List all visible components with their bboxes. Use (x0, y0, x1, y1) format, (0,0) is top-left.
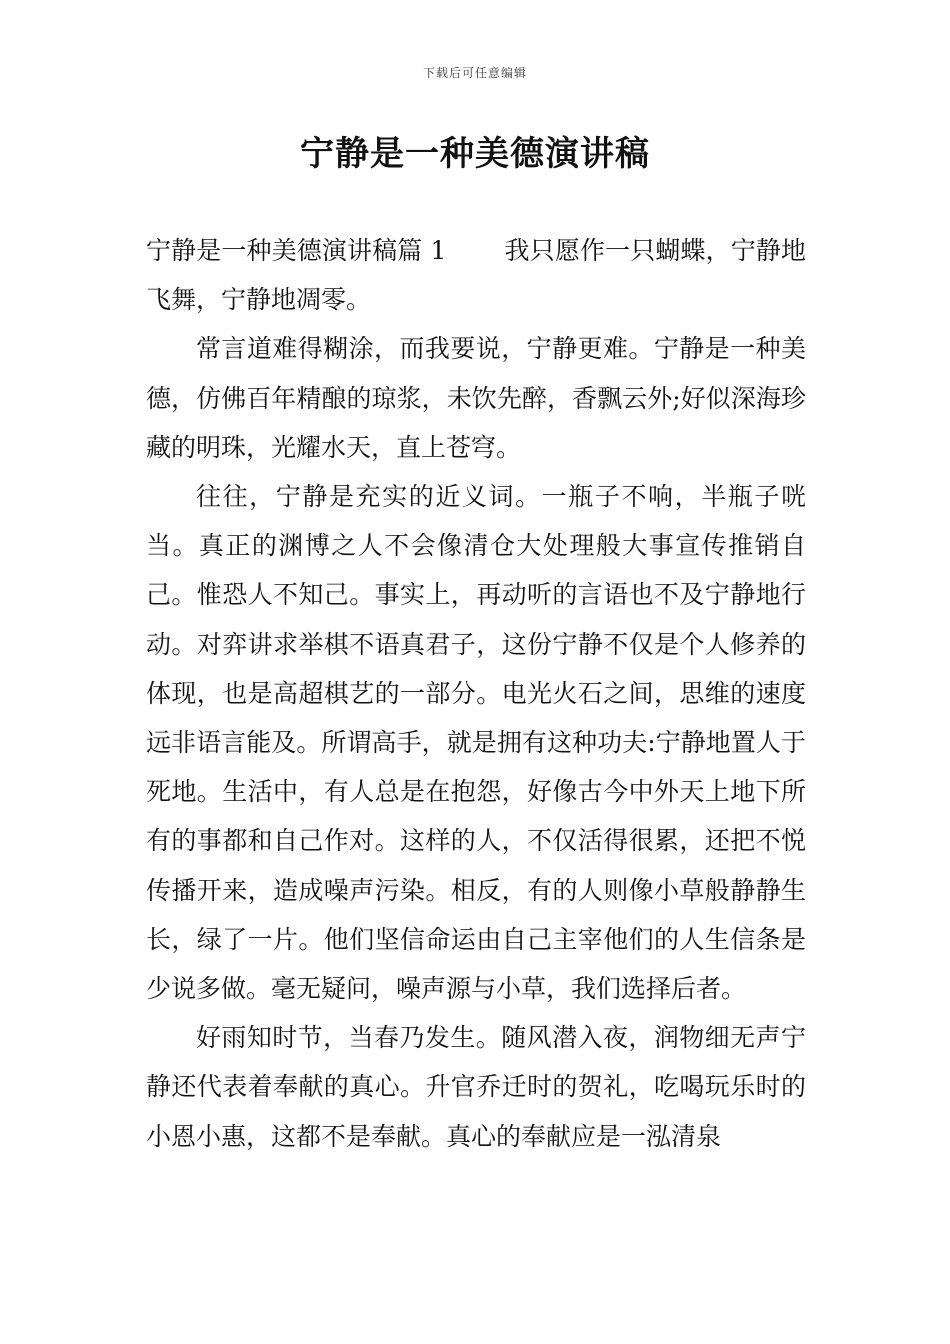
document-body (146, 226, 806, 1161)
header-note: 下载后可任意编辑 (422, 66, 527, 80)
paragraph-4: 好雨知时节，当春乃发生。随风潜入夜，润物细无声宁静还代表着奉献的真心。升官乔迁时的贺礼，吃喝玩乐时的小恩小惠，这都不是奉献。真心的奉献应是一泓清泉 (146, 1023, 806, 1151)
paragraph-2: 常言道难得糊涂，而我要说，宁静更难。宁静是一种美德，仿佛百年精酿的琼浆，未饮先醉，香飘云外;好似深海珍藏的明珠，光耀水天，直上苍穹。 (146, 334, 806, 462)
document-title: 宁静是一种美德演讲稿 (300, 134, 650, 174)
section-heading: 宁静是一种美德演讲稿篇 1 (146, 236, 447, 265)
paragraph-3: 往往，宁静是充实的近义词。一瓶子不响，半瓶子咣当。真正的渊博之人不会像清仓大处理般大事宣传推销自己。惟恐人不知己。事实上，再动听的言语也不及宁静地行动。对弈讲求举棋不语真君子，这份宁静不仅是个人修养的体现，也是高超棋艺的一部分。电光火石之间，思维的速度远非语言能及。所谓高手，就是拥有这种功夫:宁静地置人于死地。生活中，有人总是在抱怨，好像古今中外天上地下所有的事都和自己作对。这样的人，不仅活得很累，还把不悦传播开来，造成噪声污染。相反，有的人则像小草般静静生长，绿了一片。他们坚信命运由自己主宰他们的人生信条是少说多做。毫无疑问，噪声源与小草，我们选择后者。 (146, 482, 806, 1004)
paragraph-1 (146, 226, 806, 324)
paragraph-1-text: 我只愿作一只蝴蝶，宁静地飞舞，宁静地凋零。 (146, 236, 806, 315)
